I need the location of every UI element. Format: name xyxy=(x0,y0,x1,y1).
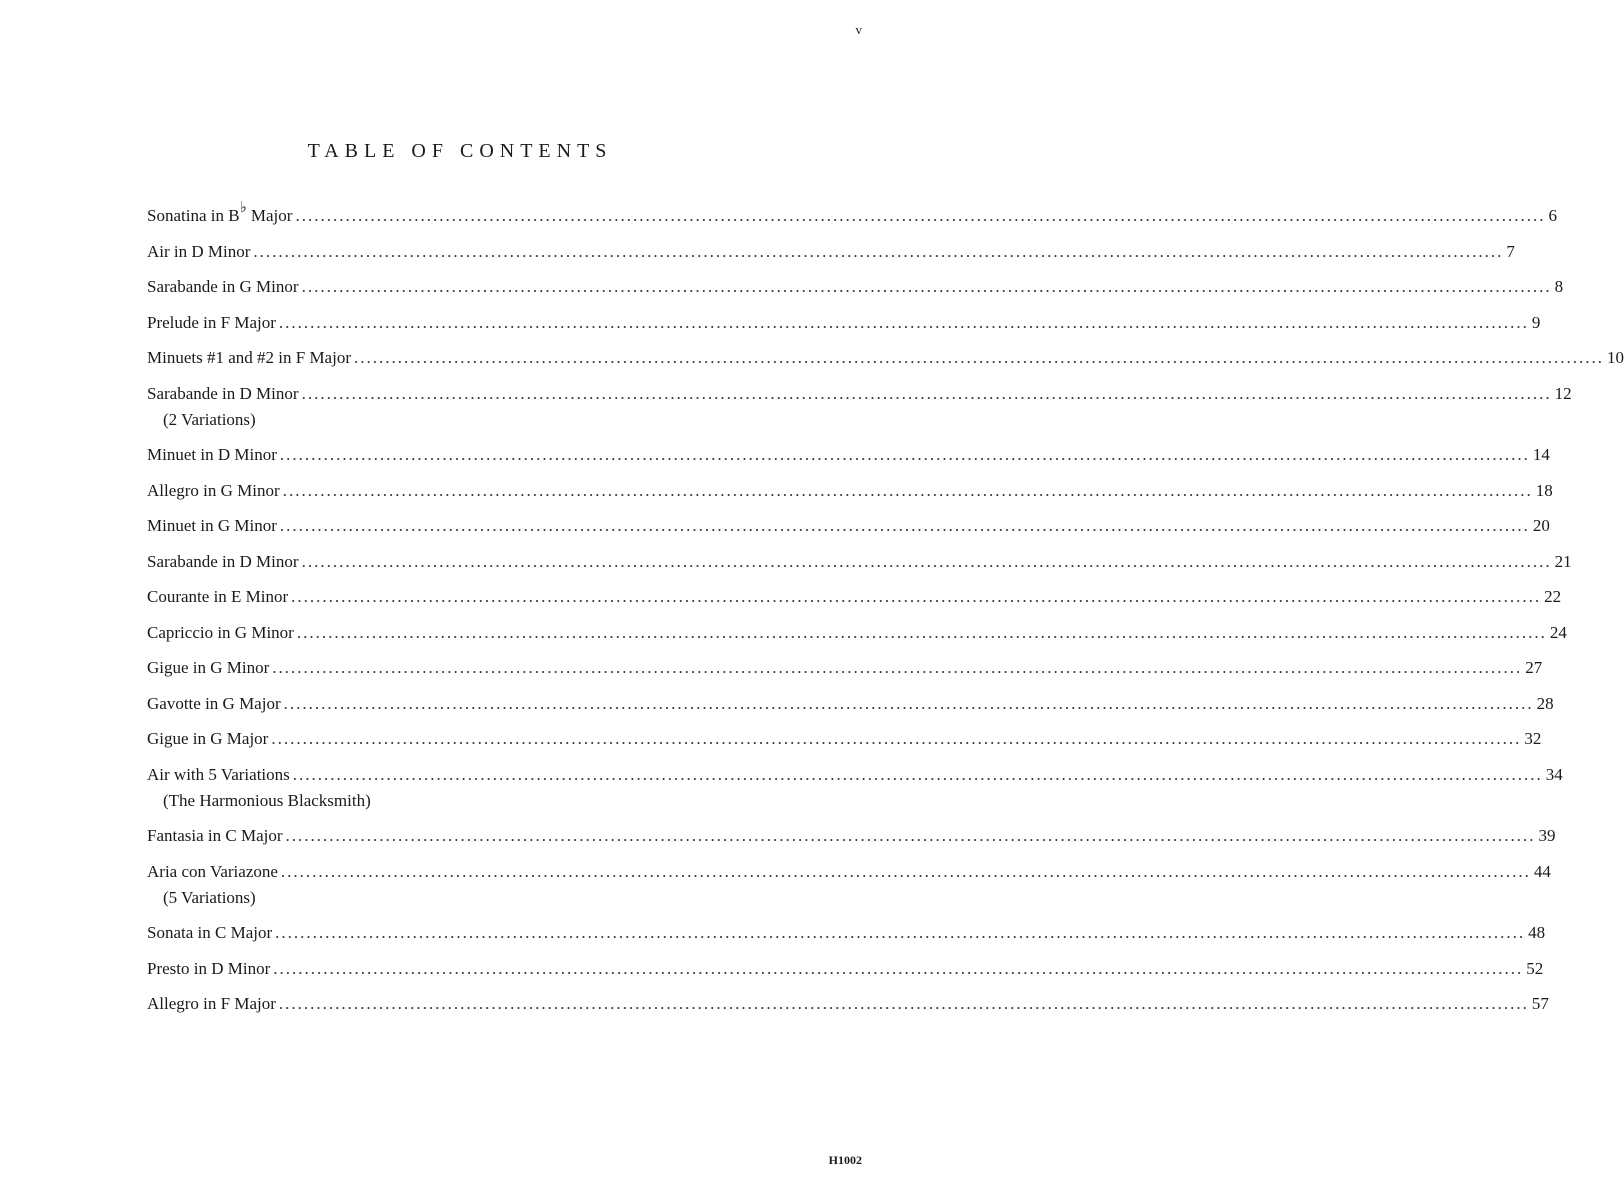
toc-line xyxy=(147,516,1550,536)
toc-line xyxy=(147,277,1564,297)
toc-entry xyxy=(147,729,1542,749)
dot-leader: ........................................................................................................................................................................................................ xyxy=(278,312,1529,332)
toc-page-number: 27 xyxy=(1525,658,1543,677)
flat-symbol: ♭ xyxy=(239,200,247,217)
toc-page-number: 14 xyxy=(1532,445,1550,464)
dot-leader: ........................................................................................................................................................................................................ xyxy=(295,206,1546,225)
toc-page-number: 34 xyxy=(1545,764,1563,784)
toc-line xyxy=(147,348,1624,368)
toc-entry-title: Presto in D Minor xyxy=(147,958,271,978)
toc-page-number: 6 xyxy=(1548,206,1557,225)
toc-entry-title: Sarabande in D Minor xyxy=(147,383,299,403)
dot-leader: ........................................................................................................................................................................................................ xyxy=(283,693,1534,713)
toc-entry-title: Allegro in F Major xyxy=(147,994,276,1013)
toc-line xyxy=(147,958,1544,979)
toc-line xyxy=(147,480,1553,501)
toc-line xyxy=(147,729,1542,749)
toc-entry-title: Courante in E Minor xyxy=(147,587,289,606)
toc-entry-title: Minuets #1 and #2 in F Major xyxy=(147,348,351,367)
dot-leader: ........................................................................................................................................................................................................ xyxy=(301,551,1552,571)
toc-entry xyxy=(147,312,1541,333)
toc-line xyxy=(147,312,1541,333)
toc-line xyxy=(147,445,1550,465)
toc-page-number: 21 xyxy=(1554,551,1572,571)
toc-page-number: 12 xyxy=(1554,383,1572,403)
toc-entry-title: Minuet in D Minor xyxy=(147,445,277,464)
toc-page-number: 52 xyxy=(1526,958,1544,978)
dot-leader: ........................................................................................................................................................................................................ xyxy=(272,658,1523,677)
dot-leader: ........................................................................................................................................................................................................ xyxy=(282,480,1533,500)
toc-page-number: 39 xyxy=(1538,826,1556,845)
toc-entry-title: Air with 5 Variations xyxy=(147,764,290,784)
toc-line xyxy=(147,861,1551,882)
toc-entry xyxy=(147,551,1572,572)
toc-entry-title: Sonata in C Major xyxy=(147,923,273,942)
toc-line xyxy=(147,994,1549,1014)
toc-line xyxy=(147,764,1563,785)
toc-page-number: 24 xyxy=(1549,622,1567,642)
toc-page-number: 20 xyxy=(1532,516,1550,535)
toc-page-number: 48 xyxy=(1528,923,1546,942)
toc-line xyxy=(147,826,1556,846)
toc-entry xyxy=(147,622,1567,643)
dot-leader: ........................................................................................................................................................................................................ xyxy=(275,923,1526,942)
toc-entry-title: Allegro in G Minor xyxy=(147,480,280,500)
toc-entry-subtitle: (5 Variations) xyxy=(163,887,256,907)
toc-line xyxy=(147,551,1572,572)
toc-page-number: 9 xyxy=(1531,312,1541,332)
toc-line xyxy=(147,200,1557,226)
toc-entry xyxy=(147,923,1546,943)
toc-entry-title: Sonatina in B♭ Major xyxy=(147,200,293,225)
page-title: TABLE OF CONTENTS xyxy=(307,140,613,162)
dot-leader: ........................................................................................................................................................................................................ xyxy=(354,348,1604,367)
dot-leader: ........................................................................................................................................................................................................ xyxy=(271,729,1522,748)
toc-entry-title: Gigue in G Minor xyxy=(147,658,270,677)
toc-entry xyxy=(147,516,1550,536)
toc-line xyxy=(147,658,1543,678)
toc-entry-title: Air in D Minor xyxy=(147,241,251,261)
toc-entry xyxy=(147,693,1554,714)
table-of-contents xyxy=(147,200,1624,1030)
toc-entry xyxy=(147,658,1543,678)
dot-leader: ........................................................................................................................................................................................................ xyxy=(280,861,1531,881)
toc-entry-title: Sarabande in G Minor xyxy=(147,277,299,296)
dot-leader: ........................................................................................................................................................................................................ xyxy=(285,826,1536,845)
toc-entry-title: Fantasia in C Major xyxy=(147,826,283,845)
toc-entry-title: Minuet in G Minor xyxy=(147,516,277,535)
dot-leader: ........................................................................................................................................................................................................ xyxy=(301,383,1552,403)
dot-leader: ........................................................................................................................................................................................................ xyxy=(296,622,1547,642)
toc-entry xyxy=(147,587,1562,607)
toc-entry-title: Gigue in G Major xyxy=(147,729,269,748)
toc-line xyxy=(147,587,1562,607)
toc-page-number: 8 xyxy=(1554,277,1564,296)
toc-entry-title: Prelude in F Major xyxy=(147,312,276,332)
toc-line xyxy=(147,383,1572,404)
toc-entry-title: Sarabande in D Minor xyxy=(147,551,299,571)
catalog-code: H1002 xyxy=(828,1153,862,1167)
toc-page-number: 18 xyxy=(1535,480,1553,500)
toc-page-number: 7 xyxy=(1506,241,1515,261)
toc-line xyxy=(147,622,1567,643)
toc-entry xyxy=(147,383,1572,430)
toc-page-number: 32 xyxy=(1524,729,1542,748)
dot-leader: ........................................................................................................................................................................................................ xyxy=(292,764,1543,784)
toc-page-number: 57 xyxy=(1531,994,1549,1013)
toc-line xyxy=(147,923,1546,943)
toc-entry xyxy=(147,826,1556,846)
toc-entry-title: Aria con Variazone xyxy=(147,861,278,881)
toc-entry xyxy=(147,994,1549,1014)
toc-entry-subtitle: (2 Variations) xyxy=(163,409,256,429)
toc-entry xyxy=(147,277,1564,297)
toc-page-number: 22 xyxy=(1544,587,1562,606)
toc-page-number: 10 xyxy=(1607,348,1624,367)
toc-page-number: 44 xyxy=(1533,861,1551,881)
toc-entry xyxy=(147,764,1563,811)
dot-leader: ........................................................................................................................................................................................................ xyxy=(279,445,1530,464)
toc-page-number: 28 xyxy=(1536,693,1554,713)
toc-entry xyxy=(147,480,1553,501)
toc-entry xyxy=(147,241,1515,262)
toc-entry xyxy=(147,958,1544,979)
dot-leader: ........................................................................................................................................................................................................ xyxy=(273,958,1524,978)
dot-leader: ........................................................................................................................................................................................................ xyxy=(279,516,1530,535)
toc-line xyxy=(147,241,1515,262)
page-number: v xyxy=(855,22,862,37)
toc-entry xyxy=(147,200,1557,226)
dot-leader: ........................................................................................................................................................................................................ xyxy=(253,241,1504,261)
toc-entry xyxy=(147,348,1624,368)
dot-leader: ........................................................................................................................................................................................................ xyxy=(301,277,1552,296)
dot-leader: ........................................................................................................................................................................................................ xyxy=(278,994,1529,1013)
toc-entry-subtitle: (The Harmonious Blacksmith) xyxy=(163,790,371,810)
dot-leader: ........................................................................................................................................................................................................ xyxy=(291,587,1542,606)
toc-entry xyxy=(147,861,1551,908)
toc-entry xyxy=(147,445,1550,465)
toc-line xyxy=(147,693,1554,714)
toc-entry-title: Capriccio in G Minor xyxy=(147,622,294,642)
toc-entry-title: Gavotte in G Major xyxy=(147,693,281,713)
